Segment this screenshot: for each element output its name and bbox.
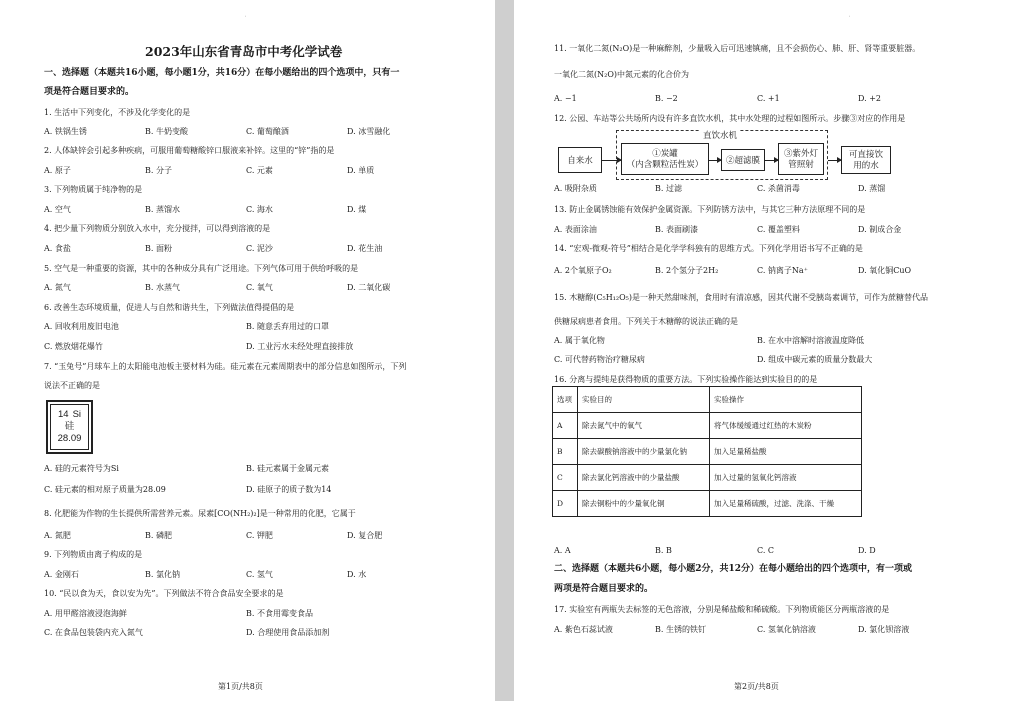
q9-option-c[interactable]: C. 氢气 <box>246 570 273 579</box>
table-header-purpose: 实验目的 <box>578 387 710 413</box>
q10-option-b[interactable]: B. 不食用霉变食品 <box>246 609 313 618</box>
q13-option-d[interactable]: D. 制成合金 <box>858 225 902 234</box>
page-footer: 第2页/共8页 <box>734 682 779 691</box>
q14-option-b[interactable]: B. 2个氢分子2H₂ <box>655 266 719 275</box>
table-header-option: 选项 <box>553 387 578 413</box>
table-cell: B <box>553 439 578 465</box>
q11-option-b[interactable]: B. −2 <box>655 94 678 103</box>
q16-option-a[interactable]: A. A <box>554 546 571 555</box>
question-7-cont: 说法不正确的是 <box>44 381 100 390</box>
exam-title: 2023年山东省青岛市中考化学试卷 <box>145 44 343 59</box>
question-17: 17. 实验室有两瓶失去标签的无色溶液，分别是稀盐酸和稀硫酸。下列物质能区分两瓶溶液的是 <box>554 605 890 614</box>
q6-option-d[interactable]: D. 工业污水未经处理直接排放 <box>246 342 354 351</box>
q12-option-b[interactable]: B. 过滤 <box>655 184 682 193</box>
q4-option-a[interactable]: A. 食盐 <box>44 244 71 253</box>
question-6: 6. 改善生态环境质量，促进人与自然和谐共生，下列做法值得提倡的是 <box>44 303 295 312</box>
si-atomic-mass: 28.09 <box>57 433 82 444</box>
question-13: 13. 防止金属锈蚀能有效保护金属资源。下列防锈方法中，与其它三种方法原理不同的是 <box>554 205 866 214</box>
q15-option-a[interactable]: A. 属于氧化物 <box>554 336 605 345</box>
table-header-operation: 实验操作 <box>710 387 862 413</box>
q12-option-d[interactable]: D. 蒸馏 <box>858 184 886 193</box>
flow-drinking-water <box>841 146 891 174</box>
q3-option-c[interactable]: C. 海水 <box>246 205 273 214</box>
flow-uv-lamp <box>778 143 824 175</box>
q9-option-d[interactable]: D. 水 <box>347 570 367 579</box>
question-12: 12. 公园、车站等公共场所内设有许多直饮水机，其中水处理的过程如图所示。步骤③对应的作用是 <box>554 114 906 123</box>
si-name: 硅 <box>64 421 75 432</box>
flow-arrow-2 <box>709 160 721 161</box>
q14-option-c[interactable]: C. 钠离子Na⁺ <box>757 266 808 275</box>
q4-option-c[interactable]: C. 泥沙 <box>246 244 273 253</box>
q6-option-c[interactable]: C. 燃放烟花爆竹 <box>44 342 103 351</box>
table-cell: 加入足量稀硫酸，过滤、洗涤、干燥 <box>710 491 862 517</box>
q14-option-a[interactable]: A. 2个氧原子O₂ <box>554 266 612 275</box>
question-1: 1. 生活中下列变化，不涉及化学变化的是 <box>44 108 191 117</box>
q13-option-b[interactable]: B. 表面刷漆 <box>655 225 698 234</box>
q2-option-a[interactable]: A. 原子 <box>44 166 71 175</box>
question-9: 9. 下列物质由离子构成的是 <box>44 550 143 559</box>
question-15-cont: 供糖尿病患者食用。下列关于木糖醇的说法正确的是 <box>554 317 738 326</box>
uv-lamp-line2: 管照射 <box>788 159 814 169</box>
q7-option-c[interactable]: C. 硅元素的相对原子质量为28.09 <box>44 485 166 494</box>
q15-option-d[interactable]: D. 组成中碳元素的质量分数最大 <box>757 355 873 364</box>
machine-label: 直饮水机 <box>700 129 740 141</box>
table-row <box>553 465 862 491</box>
page-dot: ˙ <box>848 16 851 23</box>
q15-option-c[interactable]: C. 可代替药物治疗糖尿病 <box>554 355 645 364</box>
q15-option-b[interactable]: B. 在水中溶解时溶液温度降低 <box>757 336 864 345</box>
q8-option-d[interactable]: D. 复合肥 <box>347 531 383 540</box>
table-cell: 加入足量稀盐酸 <box>710 439 862 465</box>
carbon-tank-line2: （内含颗粒活性炭） <box>626 159 704 169</box>
drinking-water-line1: 可直接饮 <box>848 149 883 159</box>
q3-option-a[interactable]: A. 空气 <box>44 205 71 214</box>
q17-option-c[interactable]: C. 氢氧化钠溶液 <box>757 625 816 634</box>
flow-tap-water: 自来水 <box>558 147 602 173</box>
table-cell: 除去铜粉中的少量氧化铜 <box>578 491 710 517</box>
table-cell: 除去氮气中的氧气 <box>578 413 710 439</box>
silicon-element-card <box>46 400 93 454</box>
q4-option-d[interactable]: D. 花生油 <box>347 244 383 253</box>
q8-option-a[interactable]: A. 氮肥 <box>44 531 71 540</box>
question-4: 4. 把少量下列物质分别放入水中，充分搅拌，可以得到溶液的是 <box>44 224 271 233</box>
q16-option-d[interactable]: D. D <box>858 546 876 555</box>
q6-option-b[interactable]: B. 随意丢弃用过的口罩 <box>246 322 329 331</box>
question-11: 11. 一氧化二氮(N₂O)是一种麻醉剂，少量吸入后可迅速镇痛，且不会损伤心、肺、肝、肾等重要脏器。 <box>554 44 921 53</box>
flow-arrow-3 <box>765 160 778 161</box>
q7-option-b[interactable]: B. 硅元素属于金属元素 <box>246 464 329 473</box>
q5-option-c[interactable]: C. 氧气 <box>246 283 273 292</box>
q5-option-b[interactable]: B. 水蒸气 <box>145 283 180 292</box>
q14-option-d[interactable]: D. 氧化铜CuO <box>858 266 912 275</box>
q1-option-d[interactable]: D. 冰雪融化 <box>347 127 391 136</box>
table-row <box>553 491 862 517</box>
q2-option-d[interactable]: D. 单质 <box>347 166 375 175</box>
section-2-heading-cont: 两项是符合题目要求的。 <box>554 584 654 594</box>
q12-option-c[interactable]: C. 杀菌消毒 <box>757 184 800 193</box>
flow-arrow-4 <box>828 160 841 161</box>
carbon-tank-line1: ①炭罐 <box>652 148 678 158</box>
question-2: 2. 人体缺锌会引起多种疾病，可服用葡萄糖酸锌口服液来补锌。这里的“锌”指的是 <box>44 146 335 155</box>
table-cell: D <box>553 491 578 517</box>
question-10: 10. “民以食为天，食以安为先”。下列做法不符合食品安全要求的是 <box>44 589 284 598</box>
q17-option-d[interactable]: D. 氯化钡溶液 <box>858 625 910 634</box>
q11-option-c[interactable]: C. +1 <box>757 94 780 103</box>
q2-option-c[interactable]: C. 元素 <box>246 166 273 175</box>
q9-option-a[interactable]: A. 金刚石 <box>44 570 79 579</box>
page-footer: 第1页/共8页 <box>218 682 263 691</box>
table-cell: 将气体缓缓通过红热的木炭粉 <box>710 413 862 439</box>
question-3: 3. 下列物质属于纯净物的是 <box>44 185 143 194</box>
section-1-heading-cont: 项是符合题目要求的。 <box>44 87 135 97</box>
table-row <box>553 439 862 465</box>
q4-option-b[interactable]: B. 面粉 <box>145 244 172 253</box>
si-symbol: Si <box>72 409 82 420</box>
si-atomic-number: 14 <box>57 409 69 420</box>
q17-option-a[interactable]: A. 紫色石蕊试液 <box>554 625 613 634</box>
q9-option-b[interactable]: B. 氯化钠 <box>145 570 180 579</box>
page-dot: ˙ <box>244 16 247 23</box>
experiment-table <box>552 386 862 517</box>
q8-option-b[interactable]: B. 磷肥 <box>145 531 172 540</box>
q5-option-a[interactable]: A. 氮气 <box>44 283 71 292</box>
flow-ultrafiltration: ②超滤膜 <box>721 149 765 171</box>
question-15: 15. 木糖醇(C₅H₁₂O₅)是一种天然甜味剂，食用时有清凉感，因其代谢不受胰岛素调节，可作为蔗糖替代品 <box>554 293 928 302</box>
q8-option-c[interactable]: C. 钾肥 <box>246 531 273 540</box>
q16-option-b[interactable]: B. B <box>655 546 672 555</box>
table-cell: 除去碳酸钠溶液中的少量氯化钠 <box>578 439 710 465</box>
q13-option-a[interactable]: A. 表面涂油 <box>554 225 597 234</box>
q13-option-c[interactable]: C. 覆盖塑料 <box>757 225 800 234</box>
flow-arrow-1 <box>602 160 621 161</box>
uv-lamp-line1: ③紫外灯 <box>783 148 818 158</box>
q1-option-b[interactable]: B. 牛奶变酸 <box>145 127 188 136</box>
q1-option-c[interactable]: C. 葡萄酿酒 <box>246 127 289 136</box>
page-1[interactable] <box>0 0 495 701</box>
question-11-cont: 一氧化二氮(N₂O)中氮元素的化合价为 <box>554 70 690 79</box>
q12-option-a[interactable]: A. 吸附杂质 <box>554 184 597 193</box>
q7-option-d[interactable]: D. 硅原子的质子数为14 <box>246 485 332 494</box>
page-gutter <box>495 0 514 701</box>
question-8: 8. 化肥能为作物的生长提供所需营养元素。尿素[CO(NH₂)₂]是一种常用的化肥，它属于 <box>44 509 356 518</box>
q10-option-d[interactable]: D. 合理使用食品添加剂 <box>246 628 330 637</box>
q3-option-d[interactable]: D. 煤 <box>347 205 367 214</box>
table-cell: C <box>553 465 578 491</box>
q10-option-a[interactable]: A. 用甲醛溶液浸泡海鲜 <box>44 609 127 618</box>
q11-option-d[interactable]: D. +2 <box>858 94 882 103</box>
table-header-row <box>553 387 862 413</box>
table-cell: A <box>553 413 578 439</box>
q10-option-c[interactable]: C. 在食品包装袋内充入氮气 <box>44 628 143 637</box>
section-1-heading: 一、选择题（本题共16小题，每小题1分，共16分）在每小题给出的四个选项中，只有一 <box>44 68 400 78</box>
question-5: 5. 空气是一种重要的资源，其中的各种成分具有广泛用途。下列气体可用于供给呼吸的是 <box>44 264 359 273</box>
q11-option-a[interactable]: A. −1 <box>554 94 577 103</box>
q2-option-b[interactable]: B. 分子 <box>145 166 172 175</box>
q7-option-a[interactable]: A. 硅的元素符号为Si <box>44 464 119 473</box>
drinking-water-line2: 用的水 <box>853 160 879 170</box>
q1-option-a[interactable]: A. 铁锅生锈 <box>44 127 87 136</box>
question-14: 14. “宏观-微观-符号”相结合是化学学科独有的思维方式。下列化学用语书写不正确的是 <box>554 244 863 253</box>
table-row <box>553 413 862 439</box>
table-cell: 除去氯化钙溶液中的少量盐酸 <box>578 465 710 491</box>
section-2-heading: 二、选择题（本题共6小题，每小题2分，共12分）在每小题给出的四个选项中，有一项或 <box>554 564 913 574</box>
table-cell: 加入过量的氢氧化钙溶液 <box>710 465 862 491</box>
question-16: 16. 分离与提纯是获得物质的重要方法。下列实验操作能达到实验目的的是 <box>554 375 818 384</box>
q16-option-c[interactable]: C. C <box>757 546 775 555</box>
flow-carbon-tank <box>621 143 709 175</box>
q17-option-b[interactable]: B. 生锈的铁钉 <box>655 625 706 634</box>
q3-option-b[interactable]: B. 蒸馏水 <box>145 205 180 214</box>
q5-option-d[interactable]: D. 二氧化碳 <box>347 283 391 292</box>
question-7: 7. “玉兔号”月球车上的太阳能电池板主要材料为硅。硅元素在元素周期表中的部分信息如图所示，下列 <box>44 362 407 371</box>
q6-option-a[interactable]: A. 回收利用废旧电池 <box>44 322 119 331</box>
